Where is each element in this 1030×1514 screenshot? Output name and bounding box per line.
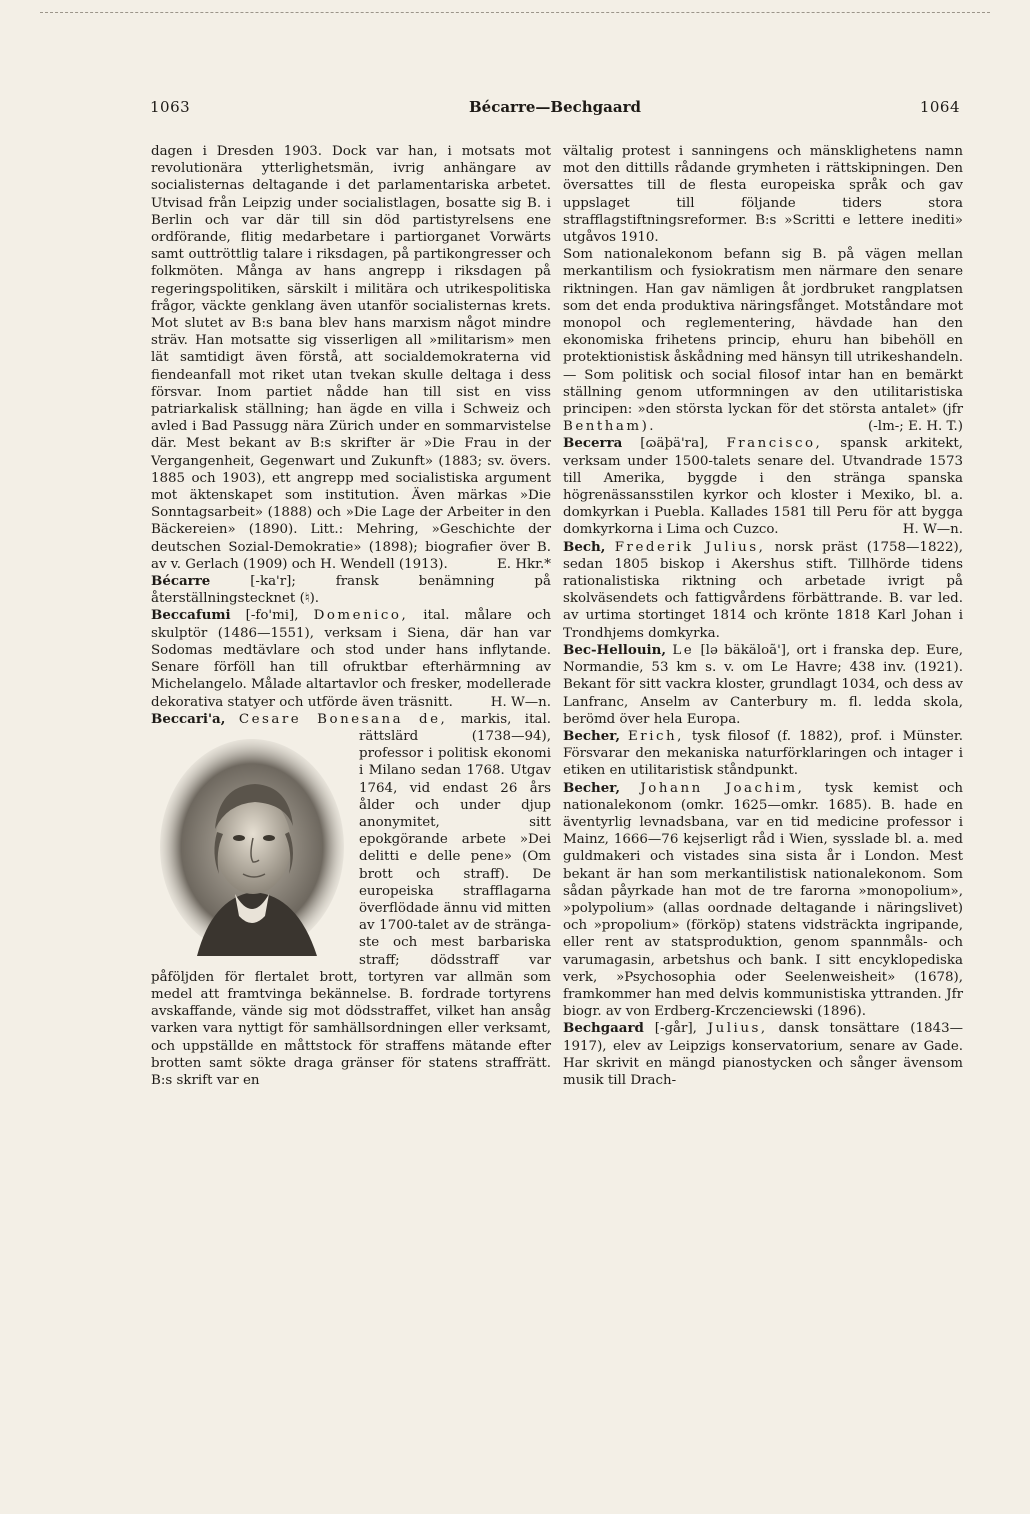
given-name: Frederik Julius, [614,539,766,555]
given-name: Domenico, [313,608,409,624]
entry-text: tysk filosof (f. 1882), prof. i Münster. Försvarar den mekaniska naturförklaringen och intager i etiken en utilitaristisk ståndpunkt. [563,728,964,779]
page-title: Bécarre—Bechgaard [468,98,641,116]
given-name: Cesare Bonesana de, [238,711,448,727]
pronunciation: [ɷäþä'ra], [640,436,709,452]
author-signature: E. Hkr.* [497,556,551,572]
entry-text: [-ka'r]; fransk benämning på återställningstecknet (♮). [151,574,551,607]
given-name: Francisco, [726,436,823,452]
author-signature: (-lm-; E. H. T.) [868,419,963,435]
entry-text: markis, ital. rättslärd (1738—94), professor i politisk ekonomi i Milano sedan 1768. Utgav 1764, vid endast 26 års ålder och under djup anonymitet, sitt epokgörande arbete »Dei delitti e delle pene» (Om brott och straff). De europeiska strafflagarna överflödade ännu vid mitten av 1700-talet av de stränga-ste och mest barbariska straff; dödsstraff var påföljden för flertalet brott, tortyren var allmän som medel att framtvinga bekännelse. B. fordrade tortyrens avskaffande, vände sig mot dödsstraffet, vilket han ansåg varken vara nyttigt för samhällsordningen eller verksamt, och uppställde en måttstock för straffens mätande efter brotten samt sökte draga gränser för statens straffrätt. B:s skrift var en [151,711,551,1088]
entry-becher-joachim [563,780,963,1021]
entry-text: ital. målare och skulptör (1486—1551), verksam i Siena, där han var Sodomas medtävlare och stod under hans inflytande. Senare förföll han till ofruktbar efterhärmning av Michelangelo. Målade altartavlor och fresker, modellerade dekorativa statyer och utförde även träsnitt. [151,608,552,710]
author-signature: H. W—n. [902,522,963,538]
right-column [563,143,963,1089]
cross-reference: Bentham). [563,419,657,435]
portrait-engraving [157,734,347,956]
page-number-right: 1064 [919,98,960,116]
article-continuation [151,143,551,573]
entry-text: norsk präst (1758—1822), sedan 1805 biskop i Akershus stift. Tillhörde tidens rationalistiska riktning och arbetade ivrigt på skolväsendets och fattigvårdens förbättrande. B. var led. av urtima stortinget 1814 och krönte 1818 Karl Johan i Trondhjems domkyrka. [563,539,963,641]
entry-text: spansk arkitekt, verksam under 1500-talets senare del. Utvandrade 1573 till Amerika, byggde i den stränga spanska högrenässansstilen kyrkor och kloster i Mexiko, bl. a. domkyrkan i Puebla. Kallades 1581 till Peru för att bygga domkyrkorna i Lima och Cuzco. [563,436,964,538]
entry-bech [563,539,963,642]
article-name: Le [672,642,695,658]
entry-text: [lə bäkäloã'], ort i franska dep. Eure, Normandie, 53 km s. v. om Le Havre; 438 inv. (1921). Bekant för sitt vackra kloster, grundlagt 1034, och dess av Lanfranc, Anselm av Canterbury m. fl. ledda skola, berömd över hela Europa. [563,642,963,727]
headword: Becerra [563,435,623,452]
headword: Becher, [563,779,620,796]
entry-text: tysk kemist och nationalekonom (omkr. 1625—omkr. 1685). B. hade en äventyrlig levnadsbana, var en tid medicine professor i Mainz, 1666—76 kejserligt råd i Wien, sysslade bl. a. med guldmakeri och vistades sina sista år i London. Mest bekant är han som merkantilistisk nationalekonom. Som sådan påyrkade han mot de tre farorna »monopolium», »polypolium» (allas oordnade deltagande i näringslivet) och »propolium» (förköp) statens vidsträckta ingripande, eller rent av statsproduktion, genom spannmåls- och varumagasin, arbetshus och bank. I sitt encyklopediska verk, »Psychosophia oder Seelenweisheit» (1678), framkommer han med delvis kommunistiska yttranden. Jfr biogr. av von Erdberg-Krczenciewski (1896). [563,780,963,1020]
pronunciation: [-går], [654,1021,697,1037]
given-name: Johann Joachim, [640,780,805,796]
left-column [151,143,551,1089]
article-continuation [563,143,963,246]
article-paragraph [563,246,963,435]
entry-beccaria [151,711,551,1089]
headword: Beccafumi [151,607,231,624]
top-border-rule [40,12,990,13]
article-text: dagen i Dresden 1903. Dock var han, i motsats mot revolutionära ytterlighetsmän, ivrig anhängare av socialisternas deltagande i det parlamentariska arbetet. Utvisad från Leipzig under socialistlagen, bosatte sig B. i Berlin och var där till sin död partistyrelsens ene ordförande, flitig medarbetare i partiorganet Vorwärts samt outtröttlig talare i riksdagen, på partikongresser och folkmöten. Många av hans angrepp i riksdagen på regeringspolitiken, särskilt i militära och utrikespolitiska frågor, väckte genklang även utanför socialisternas krets. Mot slutet av B:s bana blev hans marxism något mindre sträv. Han motsatte sig visserligen all »militarism» men lät samtidigt även förstå, att socialdemokraterna vid fiendeanfall mot riket utan tvekan skulle deltaga i dess försvar. Inom partiet nådde han till sist en viss patriarkalisk ställning; han ägde en villa i Schweiz och avled i Bad Passugg nära Zürich under en sommarvistelse där. Mest bekant av B:s skrifter är »Die Frau in der Vergangenheit, Gegenwart und Zukunft» (1883; sv. övers. 1885 och 1903), ett angrepp med socialistiska argument mot äktenskapet som institution. Även märkas »Die Sonntagsarbeit» (1888) och »Die Lage der Arbeiter in den Bäckereien» (1890). Litt.: Mehring, »Geschichte der deutschen Sozial-Demokratie» (1898); biografier över B. av v. Gerlach (1909) och H. Wendell (1913). [151,144,551,572]
headword: Bechgaard [563,1020,644,1037]
entry-bec-hellouin [563,642,963,728]
article-text: Som nationalekonom befann sig B. på vägen mellan merkantilism och fysiokratism men närmare den senare riktningen. Han gav nämligen åt jordbruket rangplatsen som det enda produktiva näringsfånget. Motståndare mot monopol och reglementering, hävdade han den ekonomiska frihetens princip, ehuru han bibehöll en protektionistisk åskådning med hänsyn till utrikeshandeln. — Som politisk och social filosof intar han en bemärkt ställning genom utformningen av den utilitaristiska principen: »den största lyckan för det största antalet» (jfr [563,247,963,418]
given-name: Erich, [628,728,684,744]
pronunciation: [-fo'mi], [245,608,299,624]
page-header [150,98,960,122]
author-signature: H. W—n. [490,694,551,710]
entry-becerra [563,435,963,538]
headword: Bech, [563,538,606,555]
headword: Bécarre [151,573,211,590]
entry-beccafumi [151,607,551,710]
page-number-left: 1063 [150,98,191,116]
entry-text: dansk tonsättare (1843—1917), elev av Leipzigs konservatorium, senare av Gade. Har skrivit en mängd pianostycken och sånger ävensom musik till Drach- [563,1021,963,1088]
entry-bechgaard [563,1020,963,1089]
headword: Bec-Hellouin, [563,641,667,658]
entry-becher-erich [563,728,963,780]
entry-becarre [151,573,551,607]
headword: Beccari'a, [151,710,226,727]
headword: Becher, [563,727,620,744]
given-name: Julius, [707,1021,768,1037]
article-text: vältalig protest i sanningens och mänsklighetens namn mot den dittills rådande grymheten i rättskipningen. Den översattes till de flesta europeiska språk och gav uppslaget till följande tiders stora strafflagstiftningsreformer. B:s »Scritti e lettere inediti» utgåvos 1910. [563,144,963,246]
